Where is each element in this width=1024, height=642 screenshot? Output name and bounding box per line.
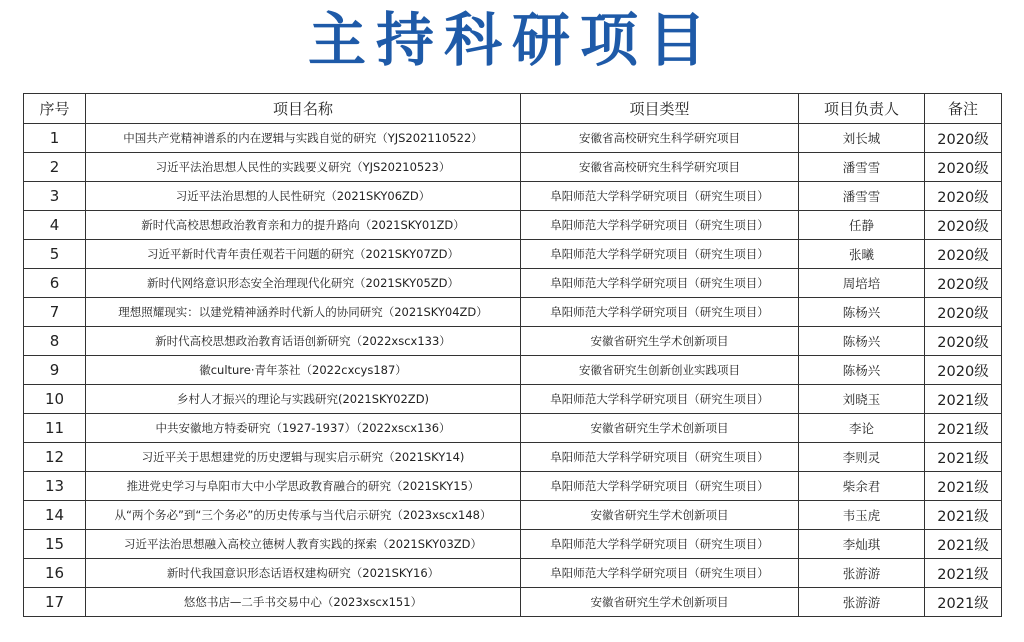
- cell-project-leader: 张游游: [799, 588, 925, 617]
- cell-project-leader: 李则灵: [799, 443, 925, 472]
- cell-number: 5: [24, 240, 86, 269]
- cell-project-name: 新时代我国意识形态话语权建构研究（2021SKY16）: [86, 559, 521, 588]
- cell-project-name: 乡村人才振兴的理论与实践研究(2021SKY02ZD): [86, 385, 521, 414]
- header-project-type: 项目类型: [521, 94, 799, 124]
- cell-project-type: 阜阳师范大学科学研究项目（研究生项目）: [521, 182, 799, 211]
- cell-project-name: 理想照耀现实：以建党精神涵养时代新人的协同研究（2021SKY04ZD）: [86, 298, 521, 327]
- table-row: [24, 385, 1002, 414]
- cell-project-leader: 张游游: [799, 559, 925, 588]
- cell-project-type: 安徽省高校研究生科学研究项目: [521, 153, 799, 182]
- header-project-name: 项目名称: [86, 94, 521, 124]
- cell-remarks: 2021级: [925, 472, 1002, 501]
- cell-remarks: 2021级: [925, 385, 1002, 414]
- cell-project-name: 推进党史学习与阜阳市大中小学思政教育融合的研究（2021SKY15）: [86, 472, 521, 501]
- cell-project-type: 安徽省研究生学术创新项目: [521, 327, 799, 356]
- table-body: [24, 124, 1002, 617]
- cell-project-type: 阜阳师范大学科学研究项目（研究生项目）: [521, 240, 799, 269]
- cell-project-leader: 陈杨兴: [799, 356, 925, 385]
- cell-project-name: 习近平法治思想的人民性研究（2021SKY06ZD）: [86, 182, 521, 211]
- table-row: [24, 182, 1002, 211]
- table-row: [24, 501, 1002, 530]
- header-project-leader: 项目负责人: [799, 94, 925, 124]
- projects-table: [23, 93, 1002, 617]
- cell-remarks: 2020级: [925, 356, 1002, 385]
- cell-remarks: 2020级: [925, 269, 1002, 298]
- cell-project-leader: 潘雪雪: [799, 182, 925, 211]
- header-remarks: 备注: [925, 94, 1002, 124]
- table-row: [24, 414, 1002, 443]
- cell-number: 11: [24, 414, 86, 443]
- cell-number: 7: [24, 298, 86, 327]
- cell-project-type: 阜阳师范大学科学研究项目（研究生项目）: [521, 269, 799, 298]
- cell-remarks: 2020级: [925, 298, 1002, 327]
- page-title: 主持科研项目: [307, 6, 716, 74]
- header-number: 序号: [24, 94, 86, 124]
- cell-project-name: 中国共产党精神谱系的内在逻辑与实践自觉的研究（YJS202110522）: [86, 124, 521, 153]
- table-row: [24, 356, 1002, 385]
- cell-project-name: 习近平新时代青年责任观若干问题的研究（2021SKY07ZD）: [86, 240, 521, 269]
- cell-number: 15: [24, 530, 86, 559]
- cell-project-type: 阜阳师范大学科学研究项目（研究生项目）: [521, 385, 799, 414]
- cell-project-name: 习近平法治思想人民性的实践要义研究（YJS20210523）: [86, 153, 521, 182]
- table-row: [24, 443, 1002, 472]
- cell-number: 1: [24, 124, 86, 153]
- cell-project-type: 安徽省研究生创新创业实践项目: [521, 356, 799, 385]
- cell-project-leader: 韦玉虎: [799, 501, 925, 530]
- cell-number: 14: [24, 501, 86, 530]
- cell-number: 6: [24, 269, 86, 298]
- cell-project-type: 安徽省研究生学术创新项目: [521, 414, 799, 443]
- table-row: [24, 269, 1002, 298]
- cell-remarks: 2021级: [925, 414, 1002, 443]
- cell-project-leader: 柴余君: [799, 472, 925, 501]
- cell-remarks: 2020级: [925, 153, 1002, 182]
- table-row: [24, 153, 1002, 182]
- cell-project-leader: 周培培: [799, 269, 925, 298]
- cell-project-leader: 陈杨兴: [799, 327, 925, 356]
- cell-remarks: 2020级: [925, 240, 1002, 269]
- cell-project-type: 阜阳师范大学科学研究项目（研究生项目）: [521, 559, 799, 588]
- table-row: [24, 240, 1002, 269]
- cell-project-name: 徽culture·青年茶社（2022cxcys187）: [86, 356, 521, 385]
- cell-number: 12: [24, 443, 86, 472]
- cell-number: 2: [24, 153, 86, 182]
- table-row: [24, 588, 1002, 617]
- cell-project-name: 中共安徽地方特委研究（1927-1937）（2022xscx136）: [86, 414, 521, 443]
- cell-project-leader: 刘晓玉: [799, 385, 925, 414]
- cell-project-leader: 李灿琪: [799, 530, 925, 559]
- cell-project-type: 安徽省研究生学术创新项目: [521, 501, 799, 530]
- table-row: [24, 211, 1002, 240]
- cell-project-type: 阜阳师范大学科学研究项目（研究生项目）: [521, 472, 799, 501]
- table-row: [24, 530, 1002, 559]
- table-row: [24, 327, 1002, 356]
- cell-remarks: 2020级: [925, 124, 1002, 153]
- table-header-row: [24, 94, 1002, 124]
- cell-project-type: 阜阳师范大学科学研究项目（研究生项目）: [521, 443, 799, 472]
- cell-project-leader: 潘雪雪: [799, 153, 925, 182]
- cell-remarks: 2021级: [925, 530, 1002, 559]
- cell-project-name: 新时代网络意识形态安全治理现代化研究（2021SKY05ZD）: [86, 269, 521, 298]
- cell-project-name: 新时代高校思想政治教育亲和力的提升路向（2021SKY01ZD）: [86, 211, 521, 240]
- cell-project-type: 阜阳师范大学科学研究项目（研究生项目）: [521, 298, 799, 327]
- cell-project-name: 从“两个务必”到“三个务必”的历史传承与当代启示研究（2023xscx148）: [86, 501, 521, 530]
- cell-project-name: 新时代高校思想政治教育话语创新研究（2022xscx133）: [86, 327, 521, 356]
- cell-number: 3: [24, 182, 86, 211]
- cell-project-leader: 刘长城: [799, 124, 925, 153]
- cell-remarks: 2020级: [925, 211, 1002, 240]
- cell-number: 13: [24, 472, 86, 501]
- cell-remarks: 2021级: [925, 443, 1002, 472]
- cell-remarks: 2020级: [925, 327, 1002, 356]
- cell-number: 17: [24, 588, 86, 617]
- cell-project-type: 安徽省研究生学术创新项目: [521, 588, 799, 617]
- cell-project-name: 习近平法治思想融入高校立德树人教育实践的探索（2021SKY03ZD）: [86, 530, 521, 559]
- cell-remarks: 2021级: [925, 501, 1002, 530]
- cell-number: 4: [24, 211, 86, 240]
- cell-remarks: 2020级: [925, 182, 1002, 211]
- cell-project-leader: 张曦: [799, 240, 925, 269]
- cell-project-type: 阜阳师范大学科学研究项目（研究生项目）: [521, 530, 799, 559]
- cell-project-leader: 任静: [799, 211, 925, 240]
- table-row: [24, 124, 1002, 153]
- cell-number: 10: [24, 385, 86, 414]
- table-row: [24, 298, 1002, 327]
- cell-project-type: 阜阳师范大学科学研究项目（研究生项目）: [521, 211, 799, 240]
- table-row: [24, 559, 1002, 588]
- cell-project-leader: 陈杨兴: [799, 298, 925, 327]
- cell-number: 9: [24, 356, 86, 385]
- cell-remarks: 2021级: [925, 559, 1002, 588]
- table-row: [24, 472, 1002, 501]
- cell-project-type: 安徽省高校研究生科学研究项目: [521, 124, 799, 153]
- cell-project-name: 习近平关于思想建党的历史逻辑与现实启示研究（2021SKY14): [86, 443, 521, 472]
- cell-remarks: 2021级: [925, 588, 1002, 617]
- cell-number: 8: [24, 327, 86, 356]
- cell-project-name: 悠悠书店—二手书交易中心（2023xscx151）: [86, 588, 521, 617]
- cell-project-leader: 李论: [799, 414, 925, 443]
- cell-number: 16: [24, 559, 86, 588]
